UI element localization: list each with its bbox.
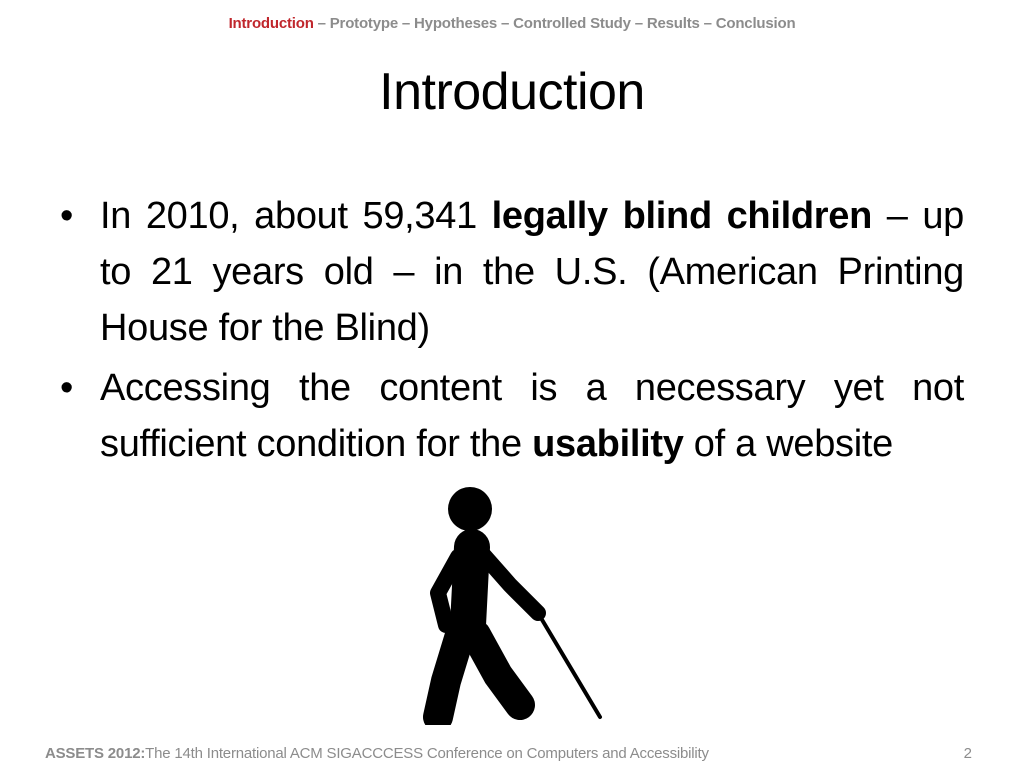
bullet-emphasis: legally blind children (491, 195, 872, 237)
page-number: 2 (963, 745, 972, 762)
bullet-text: of a website (683, 423, 893, 465)
bullet-item (58, 360, 964, 472)
nav-item: Conclusion (715, 15, 796, 32)
footer-description: The 14th International ACM SIGACCCESS Conference on Computers and Accessibility (145, 745, 709, 762)
bullet-text: In 2010, about 59,341 (100, 195, 492, 237)
nav-item: Hypotheses (414, 15, 498, 32)
nav-separator: – (699, 15, 716, 32)
bullet-text: Accessing the content is a necessary yet not sufficient condition for the (100, 367, 964, 465)
nav-item: Prototype (329, 15, 398, 32)
nav-item: Controlled Study (513, 15, 631, 32)
nav-separator: – (630, 15, 647, 32)
nav-item-active: Introduction (228, 15, 314, 32)
nav-separator: – (397, 15, 415, 32)
slide-title: Introduction (379, 63, 645, 121)
bullet-text: – up to 21 years old – in the U.S. (American Printing House for the Blind) (100, 195, 964, 349)
nav-separator: – (497, 15, 514, 32)
blind-person-with-cane-icon (410, 485, 610, 725)
bullet-emphasis: usability (532, 423, 684, 465)
nav-separator: – (313, 15, 330, 32)
footer-conference: ASSETS 2012: (45, 745, 146, 762)
nav-item: Results (646, 15, 700, 32)
footer (45, 745, 709, 762)
section-nav (0, 15, 1024, 32)
bullet-dot: • (60, 195, 74, 237)
bullet-item (58, 188, 964, 356)
bullet-list (58, 188, 964, 476)
bullet-dot: • (60, 367, 74, 409)
